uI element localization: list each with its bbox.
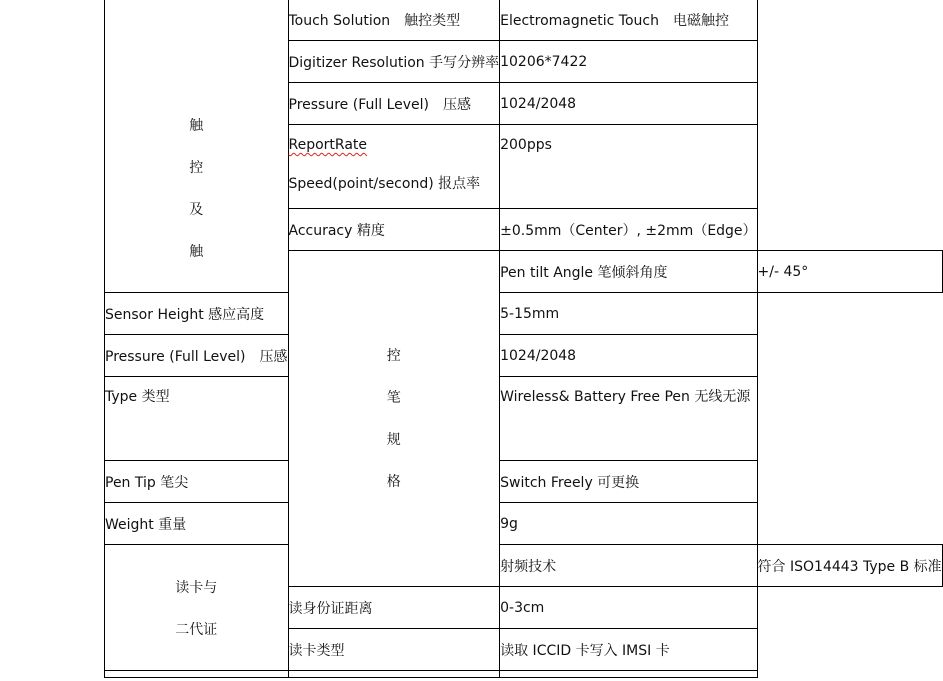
value-digitizer-resolution: 10206*7422 — [500, 41, 757, 83]
key-sensor-height: Sensor Height 感应高度 — [105, 293, 289, 335]
value-accuracy: ±0.5mm（Center）, ±2mm（Edge） — [500, 209, 757, 251]
table-row — [105, 293, 943, 335]
key-pen-tip: Pen Tip 笔尖 — [105, 461, 289, 503]
value-pen-tip: Switch Freely 可更换 — [500, 461, 757, 503]
key-type: Type 类型 — [105, 377, 289, 461]
table-row — [105, 0, 943, 41]
key-report-rate: ReportRate Speed(point/second) 报点率 — [288, 125, 500, 209]
key-weight: Weight 重量 — [105, 503, 289, 545]
key-rf-tech: 射频技术 — [500, 545, 757, 587]
key-touch-solution: Touch Solution 触控类型 — [288, 0, 500, 41]
trailing-cell — [500, 671, 757, 678]
table-row — [105, 377, 943, 461]
table-row — [105, 545, 943, 587]
key-id-distance: 读身份证距离 — [288, 587, 500, 629]
table-row — [105, 335, 943, 377]
key-card-type: 读卡类型 — [288, 629, 500, 671]
value-rf-tech: 符合 ISO14443 Type B 标准 — [757, 545, 942, 587]
key-pressure-pen: Pressure (Full Level) 压感 — [105, 335, 289, 377]
key-pen-tilt: Pen tilt Angle 笔倾斜角度 — [500, 251, 757, 293]
key-digitizer-resolution: Digitizer Resolution 手写分辨率 — [288, 41, 500, 83]
table-row — [105, 461, 943, 503]
value-weight: 9g — [500, 503, 757, 545]
value-card-type: 读取 ICCID 卡写入 IMSI 卡 — [500, 629, 757, 671]
value-type: Wireless& Battery Free Pen 无线无源 — [500, 377, 757, 461]
value-touch-solution: Electromagnetic Touch 电磁触控 — [500, 0, 757, 41]
trailing-cell — [288, 671, 500, 678]
value-pressure-pen: 1024/2048 — [500, 335, 757, 377]
table-row — [105, 503, 943, 545]
spec-table — [104, 0, 943, 678]
value-report-rate: 200pps — [500, 125, 757, 209]
value-pressure: 1024/2048 — [500, 83, 757, 125]
value-sensor-height: 5-15mm — [500, 293, 757, 335]
category-pen: 控 笔 规 格 — [288, 251, 500, 587]
key-pressure: Pressure (Full Level) 压感 — [288, 83, 500, 125]
key-accuracy: Accuracy 精度 — [288, 209, 500, 251]
trailing-cell — [105, 671, 289, 678]
category-card-reader: 读卡与 二代证 — [105, 545, 289, 671]
table-row — [105, 671, 943, 678]
value-pen-tilt: +/- 45° — [757, 251, 942, 293]
value-id-distance: 0-3cm — [500, 587, 757, 629]
category-touch: 触 控 及 触 — [105, 0, 289, 293]
